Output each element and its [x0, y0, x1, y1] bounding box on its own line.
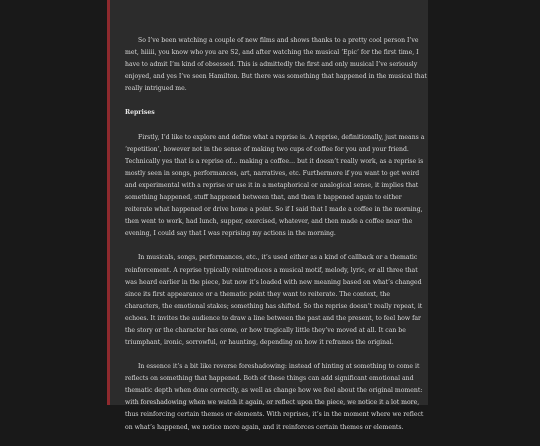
body-paragraph: Firstly, I’d like to explore and define what a reprise is. A reprise, definitionally, just means a ‘repetition’, however not in the sense of making two cups of coffee for you and your friend. Technically yes that is a reprise of… making a coffee… but it doesn’t really work, as a reprise is mostly seen in songs, performances, art, narratives, etc. Furthermore if you want to get weird and experimental with a reprise or use it in a metaphorical or analogical sense, it implies that something happened, stuff happened between that, and then it happened again to either reiterate what happened or drive home a point. So if I said that I made a coffee in the morning, then went to work, had lunch, supper, exercised, whatever, and then made a coffee near the evening, I could say that I was reprising my actions in the morning. [125, 133, 425, 238]
intro-paragraph: So I’ve been watching a couple of new films and shows thanks to a pretty cool person I’ve met, hiiiii, you know who you are S2, and after watching the musical ‘Epic’ for the first time, I have to admit I’m kind of obsessed. This is admittedly the first and only musical I’ve seriously enjoyed, and yes I’ve seen Hamilton. But there was something that happened in the musical that really intrigued me. [125, 37, 427, 93]
body-paragraph: In essence it’s a bit like reverse foreshadowing: instead of hinting at something to come it reflects on something that happened. Both of these things can add significant emotional and thematic depth when done correctly, as well as change how we feel about the original moment: with foreshadowing when we watch it again, or reflect upon the piece, we notice it a lot more, thus reinforcing certain themes or elements. With reprises, it’s in the moment where we reflect on what’s happened, we notice more again, and it reinforces certain themes or elements. [125, 363, 424, 431]
article-body [125, 35, 427, 446]
section-heading: Reprises [125, 109, 155, 117]
body-paragraph: In musicals, songs, performances, etc., it’s used either as a kind of callback or a thematic reinforcement. A reprise typically reintroduces a musical motif, melody, lyric, or all three that was heard earlier in the piece, but now it’s loaded with new meaning based on what’s changed since its first appearance or a thematic point they want to reiterate. The context, the characters, the emotional stakes; something has shifted. So the reprise doesn’t really repeat, it echoes. It invites the audience to draw a line between the past and the present, to feel how far the story or the character has come, or how tragically little they’ve moved at all. It can be triumphant, ironic, sorrowful, or haunting, depending on how it reframes the original. [125, 254, 423, 346]
